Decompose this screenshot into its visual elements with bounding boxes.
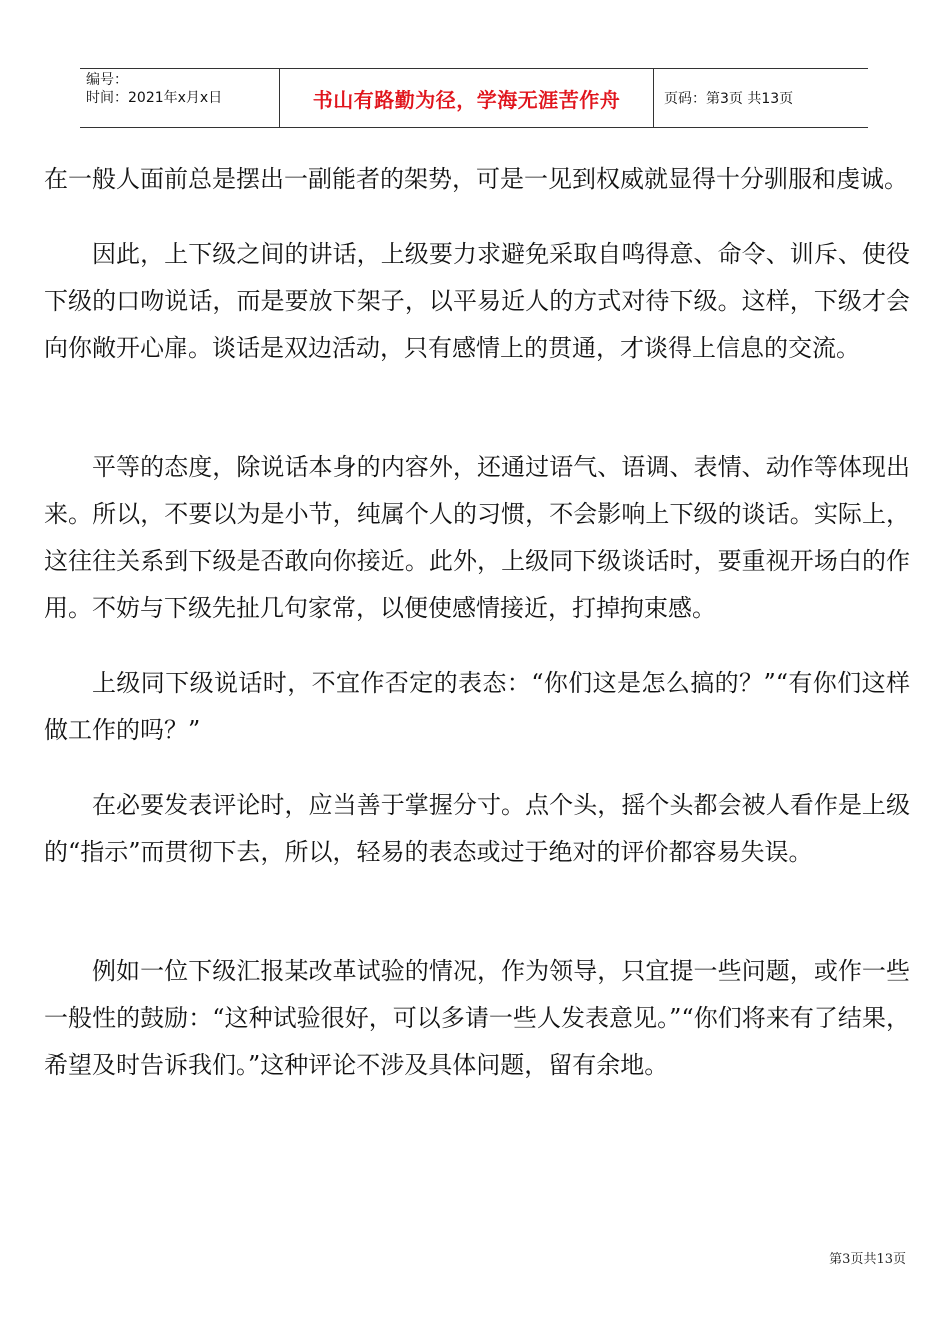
header-motto: 书山有路勤为径，学海无涯苦作舟 [280, 69, 654, 127]
paragraph-6: 例如一位下级汇报某改革试验的情况，作为领导，只宜提一些问题，或作一些一般性的鼓励：“这种试验很好，可以多请一些人发表意见。”“你们将来有了结果，希望及时告诉我们。”这种评论不涉及具体问题，留有余地。 [44, 957, 910, 1079]
paragraph-2: 因此，上下级之间的讲话，上级要力求避免采取自鸣得意、命令、训斥、使役下级的口吻说话，而是要放下架子，以平易近人的方式对待下级。这样，下级才会向你敞开心扉。谈话是双边活动，只有感情上的贯通，才谈得上信息的交流。 [44, 240, 910, 362]
document-body [44, 156, 910, 1089]
paragraph-5: 在必要发表评论时，应当善于掌握分寸。点个头，摇个头都会被人看作是上级的“指示”而贯彻下去，所以，轻易的表态或过于绝对的评价都容易失误。 [44, 791, 910, 866]
document-time-label: 时间：2021年x月x日 [86, 90, 223, 106]
document-header [80, 68, 868, 128]
page-footer: 第3页共13页 [829, 1252, 906, 1267]
paragraph-4: 上级同下级说话时，不宜作否定的表态：“你们这是怎么搞的？”“有你们这样做工作的吗？” [44, 669, 910, 744]
header-meta-cell [80, 69, 280, 127]
paragraph-1: 在一般人面前总是摆出一副能者的架势，可是一见到权威就显得十分驯服和虔诚。 [44, 165, 908, 193]
paragraph-3: 平等的态度，除说话本身的内容外，还通过语气、语调、表情、动作等体现出来。所以，不要以为是小节，纯属个人的习惯，不会影响上下级的谈话。实际上，这往往关系到下级是否敢向你接近。此外，上级同下级谈话时，要重视开场白的作用。不妨与下级先扯几句家常，以便使感情接近，打掉拘束感。 [44, 453, 910, 622]
header-page-info: 页码：第3页 共13页 [664, 91, 794, 107]
document-code-label: 编号： [86, 72, 128, 88]
